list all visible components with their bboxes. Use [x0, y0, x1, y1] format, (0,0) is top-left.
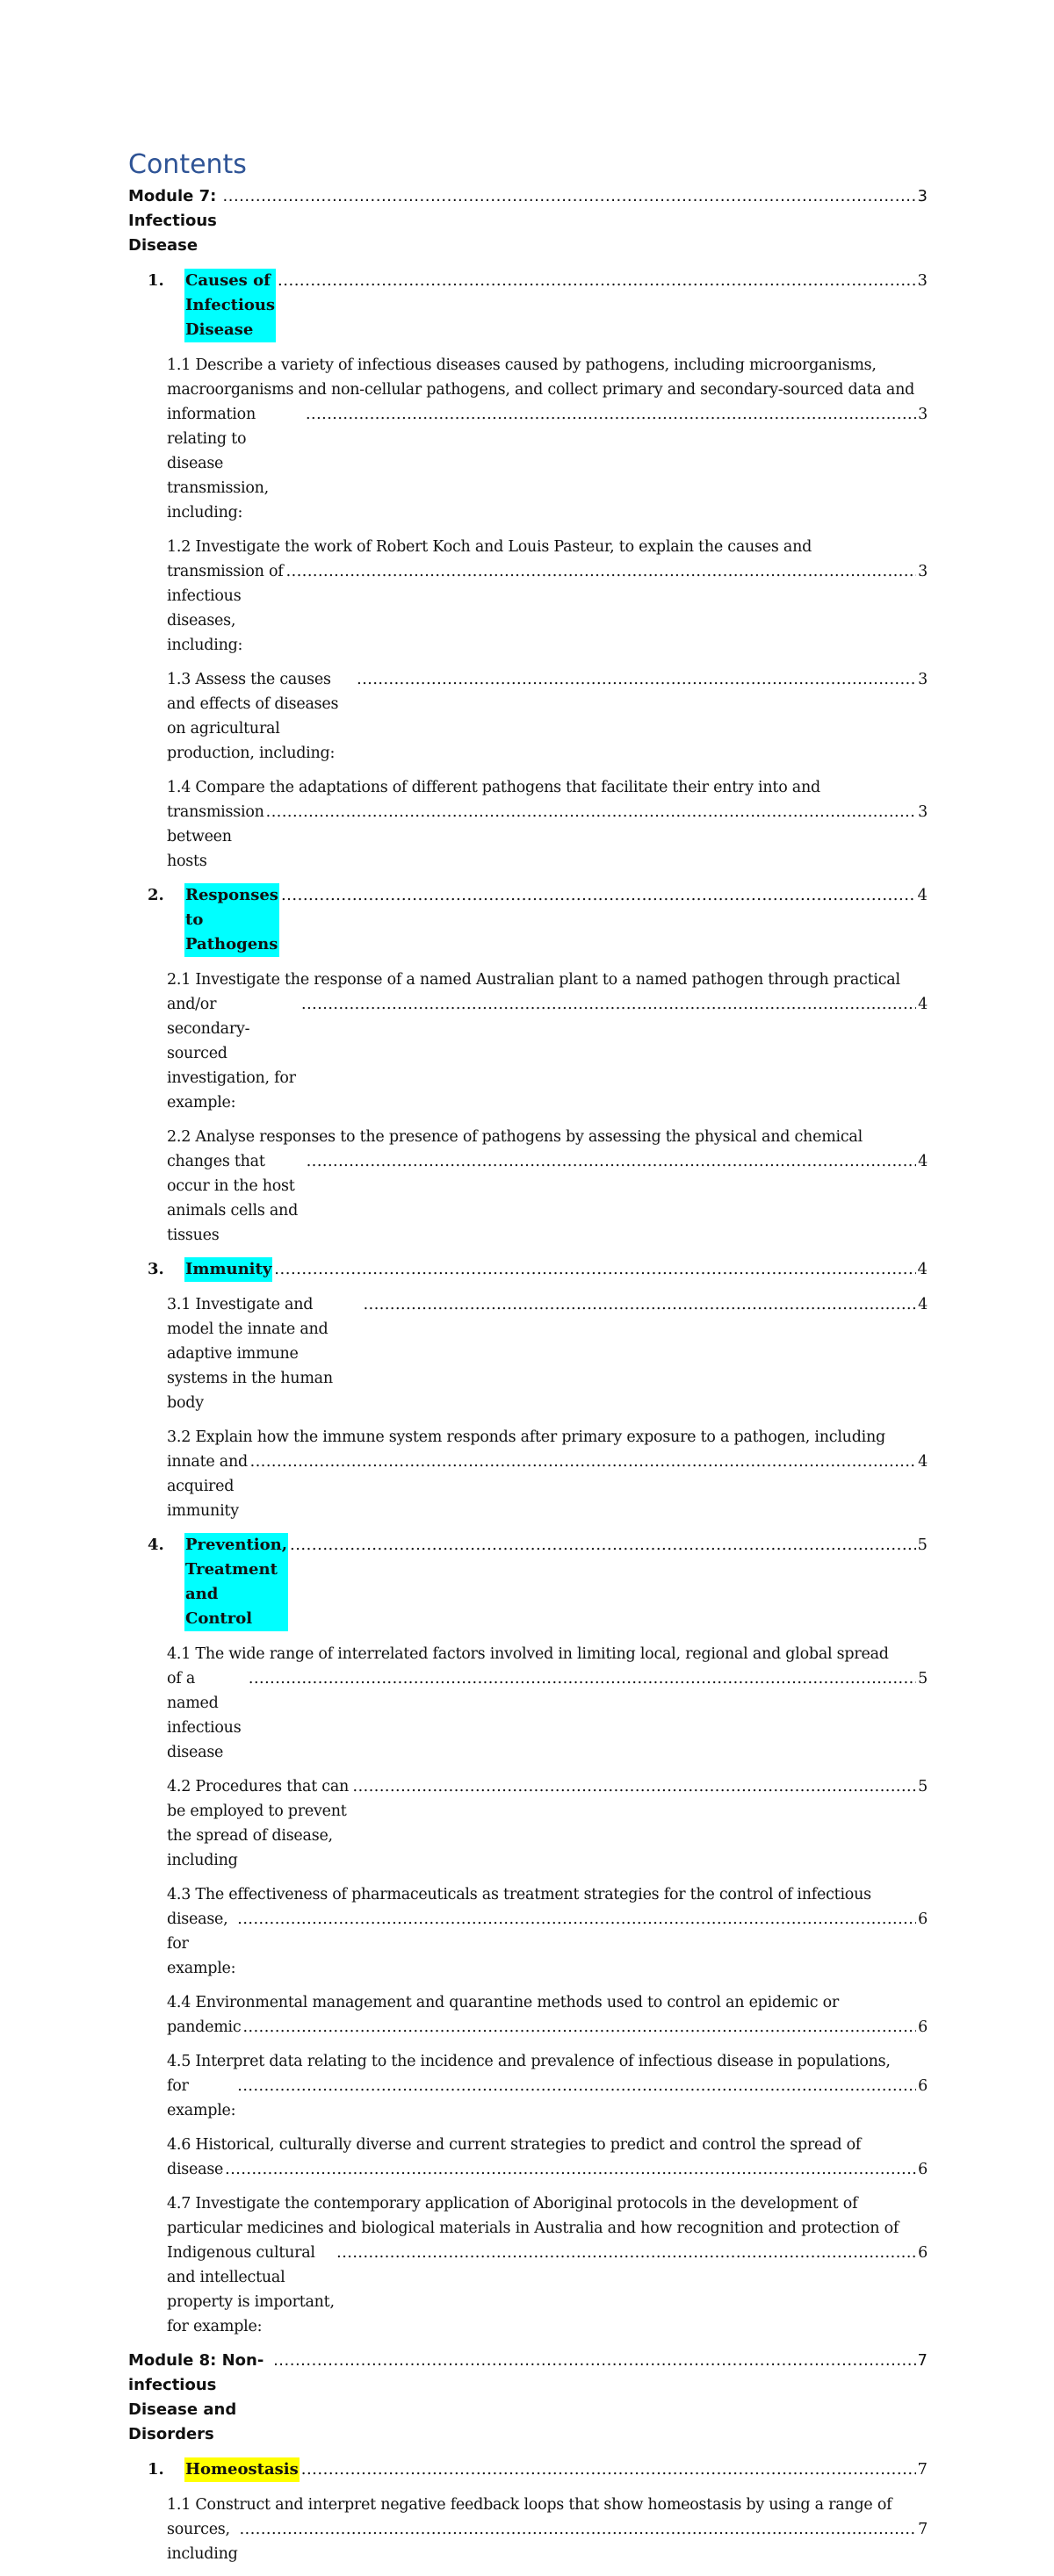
dot-leader [223, 184, 916, 209]
toc-item-last-line [167, 1907, 928, 1981]
dot-leader [353, 1774, 917, 1799]
page-number: 7 [917, 2460, 928, 2479]
toc-item-line: innate and acquired immunity [167, 1453, 248, 1520]
page-number: 4 [918, 1153, 928, 1170]
toc-item-line: transmission of infectious diseases, including: [167, 563, 284, 654]
toc-item-line: transmission between hosts [167, 803, 264, 870]
toc-item-entry[interactable] [167, 2493, 928, 2566]
toc-item-last-line [167, 1292, 928, 1415]
dot-leader [274, 1257, 915, 1282]
toc-item-entry[interactable] [167, 775, 928, 874]
toc-item-line: 1.4 Compare the adaptations of different pathogens that facilitate their entry into and [167, 779, 820, 796]
dot-leader [237, 2074, 916, 2098]
dot-leader [273, 2349, 915, 2373]
toc-item-line: 3.2 Explain how the immune system responds after primary exposure to a pathogen, including [167, 1428, 885, 1446]
section-number: 1. [148, 271, 164, 290]
page-number: 4 [918, 1296, 928, 1313]
toc-item-line: Indigenous cultural and intellectual property is important, for example: [167, 2244, 335, 2335]
toc-item-line: 1.3 Assess the causes and effects of diseases on agricultural production, including: [167, 671, 339, 762]
toc-item-line: pandemic [167, 2018, 242, 2036]
page-number: 4 [917, 1260, 928, 1278]
section-title: Homeostasis [184, 2457, 300, 2482]
toc-item-entry[interactable] [167, 2049, 928, 2123]
toc-item-entry[interactable] [167, 667, 928, 766]
toc-item-entry[interactable] [167, 2133, 928, 2182]
page-number: 7 [918, 2521, 928, 2538]
toc-list [128, 184, 928, 2566]
dot-leader [266, 800, 916, 824]
toc-item-line: 4.2 Procedures that can be employed to prevent the spread of disease, including [167, 1778, 350, 1869]
page-number: 3 [918, 563, 928, 580]
dot-leader [242, 2015, 916, 2040]
toc-item-line: of a named infectious disease [167, 1670, 242, 1761]
page-number: 6 [918, 2077, 928, 2095]
dot-leader [278, 269, 916, 293]
dot-leader [307, 1149, 916, 1174]
toc-item-line: information relating to disease transmission, including: [167, 406, 269, 522]
toc-module-entry[interactable] [128, 184, 928, 258]
toc-item-last-line [167, 2074, 928, 2123]
toc-item-last-line [167, 667, 928, 766]
toc-item-entry[interactable] [167, 1292, 928, 1415]
page-number: 5 [918, 1778, 928, 1795]
toc-item-line: 2.1 Investigate the response of a named Australian plant to a named pathogen through practical [167, 971, 900, 989]
toc-item-line: disease [167, 2161, 224, 2178]
page-number: 3 [918, 671, 928, 688]
toc-section-entry[interactable] [148, 2457, 928, 2482]
toc-item-line: for example: [167, 2077, 236, 2119]
toc-item-entry[interactable] [167, 1642, 928, 1765]
page-number: 4 [917, 886, 928, 904]
toc-item-entry[interactable] [167, 1125, 928, 1248]
toc-item-entry[interactable] [167, 1774, 928, 1873]
toc-item-entry[interactable] [167, 2191, 928, 2339]
toc-title: Contents [128, 149, 247, 180]
toc-item-line: 4.3 The effectiveness of pharmaceuticals as treatment strategies for the control of infectious [167, 1886, 871, 1903]
dot-leader [240, 2517, 917, 2542]
module-title: Module 8: Non-infectious Disease and Disorders [128, 2351, 264, 2443]
page-number: 6 [918, 2018, 928, 2036]
dot-leader [249, 1666, 916, 1691]
toc-item-last-line [167, 1666, 928, 1765]
section-number: 3. [148, 1260, 164, 1278]
module-title: Module 7: Infectious Disease [128, 187, 217, 255]
page-number: 4 [918, 1453, 928, 1471]
toc-item-line: 3.1 Investigate and model the innate and adaptive immune systems in the human body [167, 1296, 333, 1412]
page-number: 3 [918, 406, 928, 423]
toc-section-entry[interactable] [148, 1257, 928, 1282]
toc-item-last-line [167, 2517, 928, 2566]
toc-section-entry[interactable] [148, 883, 928, 957]
dot-leader [306, 402, 916, 427]
toc-item-entry[interactable] [167, 1425, 928, 1523]
toc-item-last-line [167, 800, 928, 874]
toc-item-line: sources, including [167, 2521, 238, 2563]
page-number: 5 [918, 1670, 928, 1687]
dot-leader [286, 559, 917, 584]
page-number: 6 [918, 2161, 928, 2178]
toc-item-line: 2.2 Analyse responses to the presence of pathogens by assessing the physical and chemical [167, 1128, 863, 1146]
toc-item-line: 4.1 The wide range of interrelated factors involved in limiting local, regional and global spread [167, 1645, 889, 1663]
dot-leader [301, 992, 916, 1017]
toc-item-entry[interactable] [167, 968, 928, 1115]
dot-leader [237, 1907, 916, 1932]
toc-item-line: 1.1 Describe a variety of infectious diseases caused by pathogens, including microorganisms, [167, 356, 877, 374]
toc-item-last-line [167, 402, 928, 525]
toc-item-last-line [167, 1774, 928, 1873]
page-number: 7 [917, 2351, 928, 2370]
page-number: 3 [917, 187, 928, 205]
toc-item-entry[interactable] [167, 353, 928, 525]
toc-item-line: 1.2 Investigate the work of Robert Koch and Louis Pasteur, to explain the causes and [167, 538, 812, 556]
page-number: 3 [918, 803, 928, 821]
section-number: 1. [148, 2460, 164, 2479]
toc-item-line: 1.1 Construct and interpret negative feedback loops that show homeostasis by using a range of [167, 2496, 892, 2514]
toc-item-line: macroorganisms and non-cellular pathogens, and collect primary and secondary-sourced data and [167, 381, 915, 399]
toc-page [128, 149, 928, 2576]
section-title: Prevention, Treatment and Control [184, 1533, 288, 1631]
dot-leader [250, 1450, 916, 1474]
toc-item-entry[interactable] [167, 1990, 928, 2040]
toc-item-line: 4.5 Interpret data relating to the incidence and prevalence of infectious disease in populations, [167, 2053, 891, 2070]
toc-item-last-line [167, 2157, 928, 2182]
section-title: Causes of Infectious Disease [184, 269, 276, 342]
toc-item-last-line [167, 992, 928, 1115]
dot-leader [290, 1533, 916, 1558]
toc-item-last-line [167, 2241, 928, 2339]
dot-leader [301, 2457, 916, 2482]
dot-leader [357, 667, 916, 692]
toc-section-entry[interactable] [148, 1533, 928, 1631]
toc-item-line: and/or secondary-sourced investigation, for example: [167, 996, 296, 1112]
toc-section-entry[interactable] [148, 269, 928, 342]
page-number: 3 [917, 271, 928, 290]
page-number: 6 [918, 2244, 928, 2262]
page-number: 4 [918, 996, 928, 1013]
toc-item-line: 4.4 Environmental management and quarantine methods used to control an epidemic or [167, 1994, 839, 2011]
page-number: 6 [918, 1910, 928, 1928]
toc-item-last-line [167, 1149, 928, 1248]
section-title: Immunity [184, 1257, 272, 1282]
toc-item-last-line [167, 2015, 928, 2040]
page-number: 5 [917, 1536, 928, 1554]
toc-module-entry[interactable] [128, 2349, 928, 2447]
dot-leader [225, 2157, 916, 2182]
toc-item-line: particular medicines and biological materials in Australia and how recognition and protection of [167, 2220, 899, 2237]
toc-item-line: changes that occur in the host animals cells and tissues [167, 1153, 299, 1244]
section-number: 4. [148, 1536, 164, 1554]
toc-item-entry[interactable] [167, 535, 928, 658]
toc-item-last-line [167, 559, 928, 658]
toc-item-last-line [167, 1450, 928, 1523]
dot-leader [336, 2241, 916, 2265]
toc-item-line: 4.7 Investigate the contemporary application of Aboriginal protocols in the development of [167, 2195, 858, 2213]
dot-leader [281, 883, 916, 908]
section-number: 2. [148, 886, 164, 904]
toc-item-entry[interactable] [167, 1882, 928, 1981]
toc-item-line: disease, for example: [167, 1910, 236, 1977]
dot-leader [364, 1292, 917, 1317]
toc-item-line: 4.6 Historical, culturally diverse and current strategies to predict and control the spread of [167, 2136, 862, 2154]
section-title: Responses to Pathogens [184, 883, 279, 957]
